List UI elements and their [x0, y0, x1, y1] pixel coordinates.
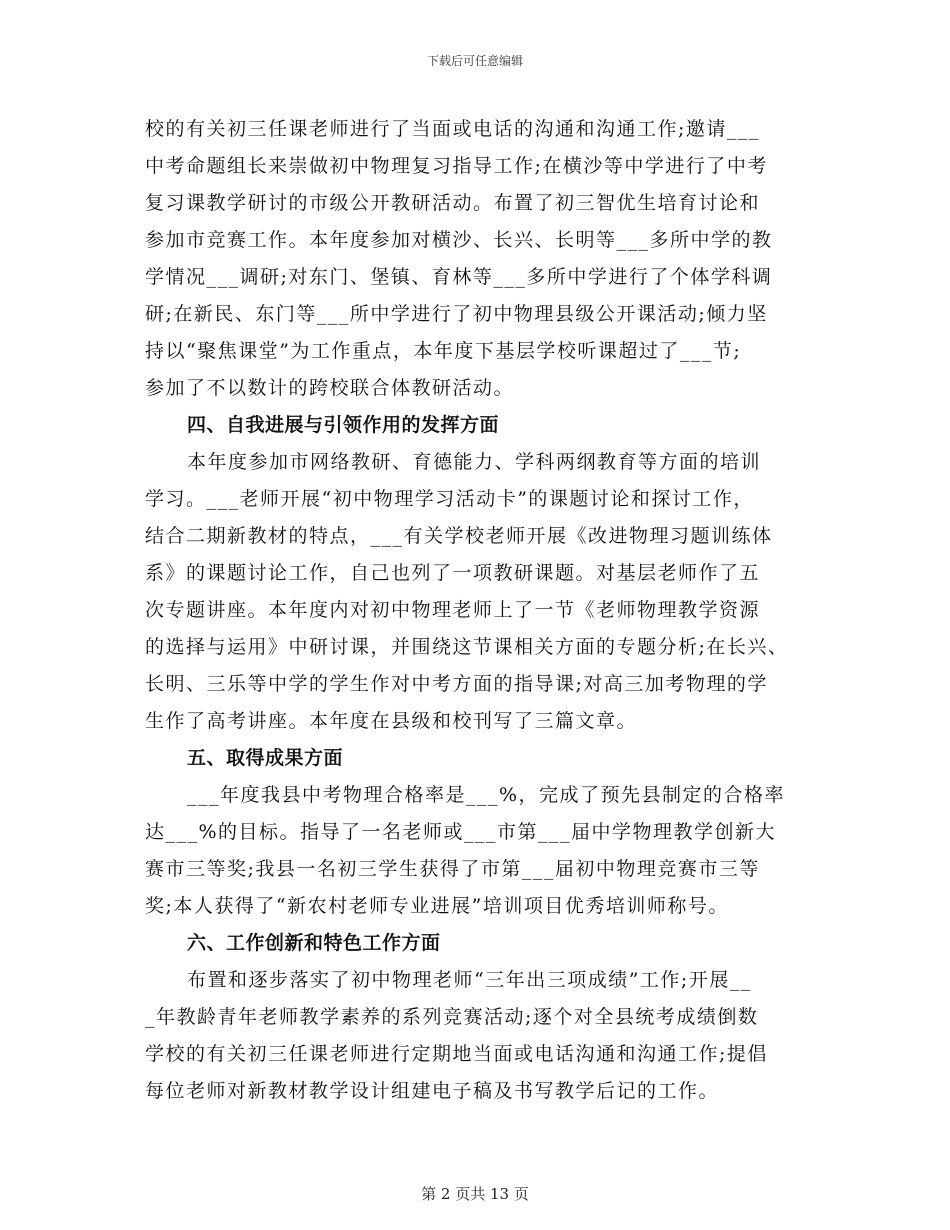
- body-line: 系》的课题讨论工作，自己也列了一项教研课题。对基层老师作了五: [145, 562, 761, 584]
- body-line: _年教龄青年老师教学素养的系列竞赛活动;逐个对全县统考成绩倒数: [145, 1006, 759, 1028]
- body-line: 达___%的目标。指导了一名老师或___市第___届中学物理教学创新大: [145, 821, 777, 843]
- body-line: 学情况___调研;对东门、堡镇、育林等___多所中学进行了个体学科调: [145, 266, 773, 288]
- page-footer: 第 2 页共 13 页: [421, 1185, 529, 1203]
- body-line: 学校的有关初三任课老师进行定期地当面或电话沟通和沟通工作;提倡: [145, 1043, 768, 1065]
- body-line: 参加市竞赛工作。本年度参加对横沙、长兴、长明等___多所中学的教: [145, 229, 773, 251]
- body-line: 结合二期新教材的特点，___有关学校老师开展《改进物理习题训练体: [145, 525, 773, 547]
- body-line: 生作了高考讲座。本年度在县级和校刊写了三篇文章。: [145, 710, 638, 732]
- body-line: 持以“聚焦课堂”为工作重点，本年度下基层学校听课超过了___节;: [145, 340, 742, 362]
- page-header: 下载后可任意编辑: [426, 54, 523, 68]
- body-line: ___年度我县中考物理合格率是___%，完成了预先县制定的合格率: [187, 784, 786, 806]
- body-line: 的选择与运用》中研讨课，并围绕这节课相关方面的专题分析;在长兴、: [145, 636, 789, 658]
- body-line: 研;在新民、东门等___所中学进行了初中物理县级公开课活动;倾力坚: [145, 303, 768, 325]
- body-line: 复习课教学研讨的市级公开教研活动。布置了初三智优生培育讨论和: [145, 192, 761, 214]
- body-line: 学习。___老师开展“初中物理学习活动卡”的课题讨论和探讨工作，: [145, 488, 754, 510]
- body-line: 中考命题组长来崇做初中物理复习指导工作;在横沙等中学进行了中考: [145, 155, 768, 177]
- body-line: 参加了不以数计的跨校联合体教研活动。: [145, 377, 515, 399]
- body-line: 每位老师对新教材教学设计组建电子稿及书写教学后记的工作。: [145, 1080, 720, 1102]
- body-line: 赛市三等奖;我县一名初三学生获得了市第___届初中物理竞赛市三等: [145, 858, 760, 880]
- body-line: 校的有关初三任课老师进行了当面或电话的沟通和沟通工作;邀请___: [145, 118, 760, 140]
- body-line: 布置和逐步落实了初中物理老师“三年出三项成绩”工作;开展__: [187, 969, 752, 991]
- body-line: 次专题讲座。本年度内对初中物理老师上了一节《老师物理教学资源: [145, 599, 761, 621]
- body-line: 奖;本人获得了“新农村老师专业进展”培训项目优秀培训师称号。: [145, 895, 729, 917]
- section-heading-4: 四、自我进展与引领作用的发挥方面: [187, 414, 500, 436]
- body-line: 长明、三乐等中学的学生作对中考方面的指导课;对高三加考物理的学: [145, 673, 768, 695]
- section-heading-5: 五、取得成果方面: [187, 747, 344, 769]
- section-heading-6: 六、工作创新和特色工作方面: [187, 932, 441, 954]
- body-line: 本年度参加市网络教研、育德能力、学科两纲教育等方面的培训: [187, 451, 762, 473]
